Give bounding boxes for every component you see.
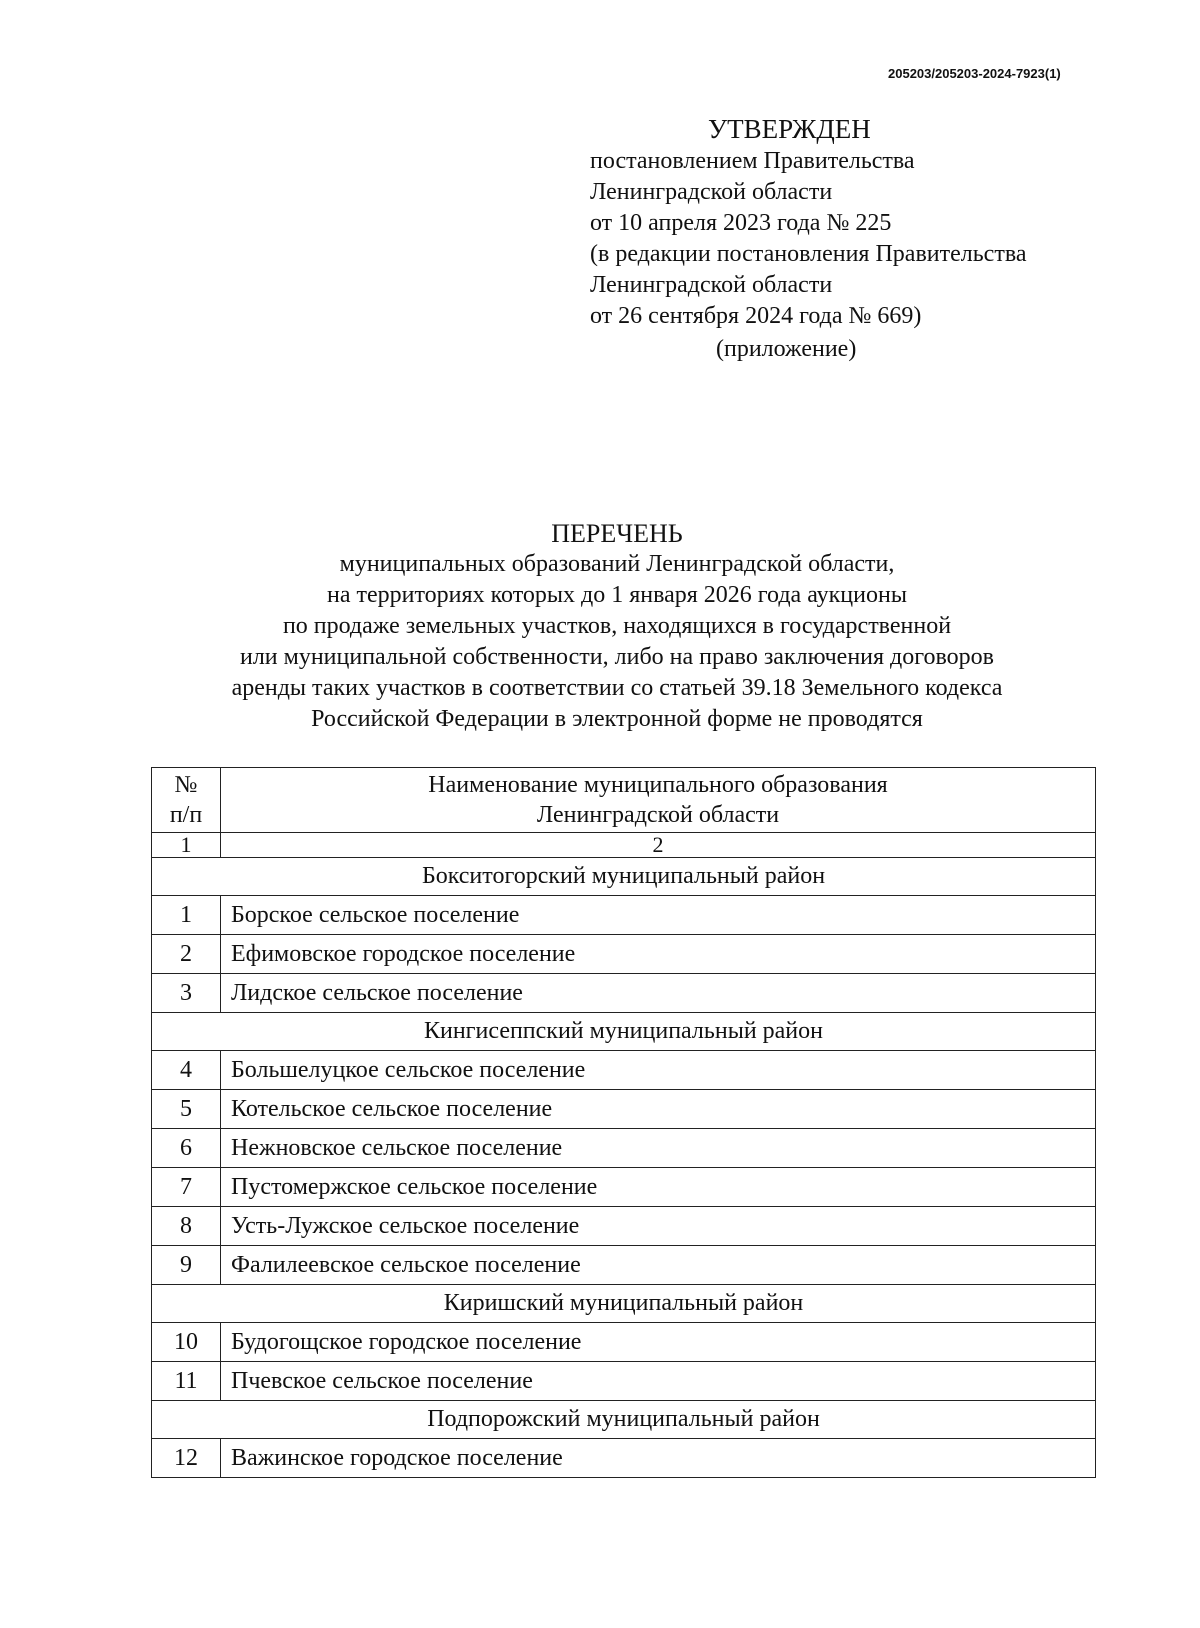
table-row (152, 1168, 1096, 1207)
table-row (152, 896, 1096, 935)
column-number: 1 (152, 833, 221, 858)
municipality-name: Котельское сельское поселение (221, 1090, 1096, 1129)
table-row (152, 1323, 1096, 1362)
municipality-name: Усть-Лужское сельское поселение (221, 1207, 1096, 1246)
approval-block (590, 112, 1150, 365)
district-name: Бокситогорский муниципальный район (152, 858, 1096, 896)
municipality-name: Борское сельское поселение (221, 896, 1096, 935)
municipality-name: Важинское городское поселение (221, 1439, 1096, 1478)
row-number: 7 (152, 1168, 221, 1207)
approval-line: от 10 апреля 2023 года № 225 (590, 210, 892, 236)
district-row (152, 1401, 1096, 1439)
appendix-label: (приложение) (716, 336, 857, 362)
district-name: Киришский муниципальный район (152, 1285, 1096, 1323)
row-number: 8 (152, 1207, 221, 1246)
municipality-name: Лидское сельское поселение (221, 974, 1096, 1013)
municipality-name: Пчевское сельское поселение (221, 1362, 1096, 1401)
list-title-line: Российской Федерации в электронной форме не проводятся (311, 706, 923, 732)
district-row (152, 1013, 1096, 1051)
header-name-line: Наименование муниципального образования (428, 772, 888, 798)
document-id: 205203/205203-2024-7923(1) (888, 66, 1061, 81)
table-row (152, 1090, 1096, 1129)
list-heading: ПЕРЕЧЕНЬ (551, 519, 683, 548)
row-number: 3 (152, 974, 221, 1013)
row-number: 4 (152, 1051, 221, 1090)
municipality-name: Большелуцкое сельское поселение (221, 1051, 1096, 1090)
row-number: 5 (152, 1090, 221, 1129)
header-number-line: п/п (169, 802, 203, 828)
approval-line: (в редакции постановления Правительства (590, 241, 1027, 267)
list-title-line: муниципальных образований Ленинградской области, (339, 551, 895, 577)
district-row (152, 858, 1096, 896)
table-body (152, 858, 1096, 1478)
row-number: 12 (152, 1439, 221, 1478)
header-number (152, 768, 221, 833)
header-name-line: Ленинградской области (536, 802, 780, 828)
list-title-line: по продаже земельных участков, находящихся в государственной (282, 613, 952, 639)
municipality-name: Будогощское городское поселение (221, 1323, 1096, 1362)
approval-line: от 26 сентября 2024 года № 669) (590, 303, 922, 329)
table-row (152, 1362, 1096, 1401)
column-numbers-row (152, 833, 1096, 858)
municipality-name: Пустомержское сельское поселение (221, 1168, 1096, 1207)
table-row (152, 1439, 1096, 1478)
table-header-row (152, 768, 1096, 833)
row-number: 1 (152, 896, 221, 935)
table-row (152, 1246, 1096, 1285)
municipalities-table (151, 767, 1096, 1478)
approval-line: постановлением Правительства (590, 148, 915, 174)
municipality-name: Фалилеевское сельское поселение (221, 1246, 1096, 1285)
district-name: Подпорожский муниципальный район (152, 1401, 1096, 1439)
approval-title: УТВЕРЖДЕН (708, 114, 871, 144)
column-number: 2 (221, 833, 1096, 858)
municipality-name: Нежновское сельское поселение (221, 1129, 1096, 1168)
list-title-line: аренды таких участков в соответствии со статьей 39.18 Земельного кодекса (231, 675, 1003, 701)
header-number-line: № (174, 772, 198, 798)
row-number: 9 (152, 1246, 221, 1285)
list-title-line: на территориях которых до 1 января 2026 года аукционы (327, 582, 907, 608)
table-row (152, 1051, 1096, 1090)
row-number: 6 (152, 1129, 221, 1168)
district-row (152, 1285, 1096, 1323)
approval-line: Ленинградской области (590, 272, 833, 298)
row-number: 11 (152, 1362, 221, 1401)
district-name: Кингисеппский муниципальный район (152, 1013, 1096, 1051)
municipality-name: Ефимовское городское поселение (221, 935, 1096, 974)
table-row (152, 1129, 1096, 1168)
approval-line: Ленинградской области (590, 179, 833, 205)
table-row (152, 1207, 1096, 1246)
list-title-line: или муниципальной собственности, либо на право заключения договоров (239, 644, 995, 670)
row-number: 2 (152, 935, 221, 974)
header-name (221, 768, 1096, 833)
table-row (152, 974, 1096, 1013)
list-title-block (0, 518, 1200, 735)
table-row (152, 935, 1096, 974)
row-number: 10 (152, 1323, 221, 1362)
